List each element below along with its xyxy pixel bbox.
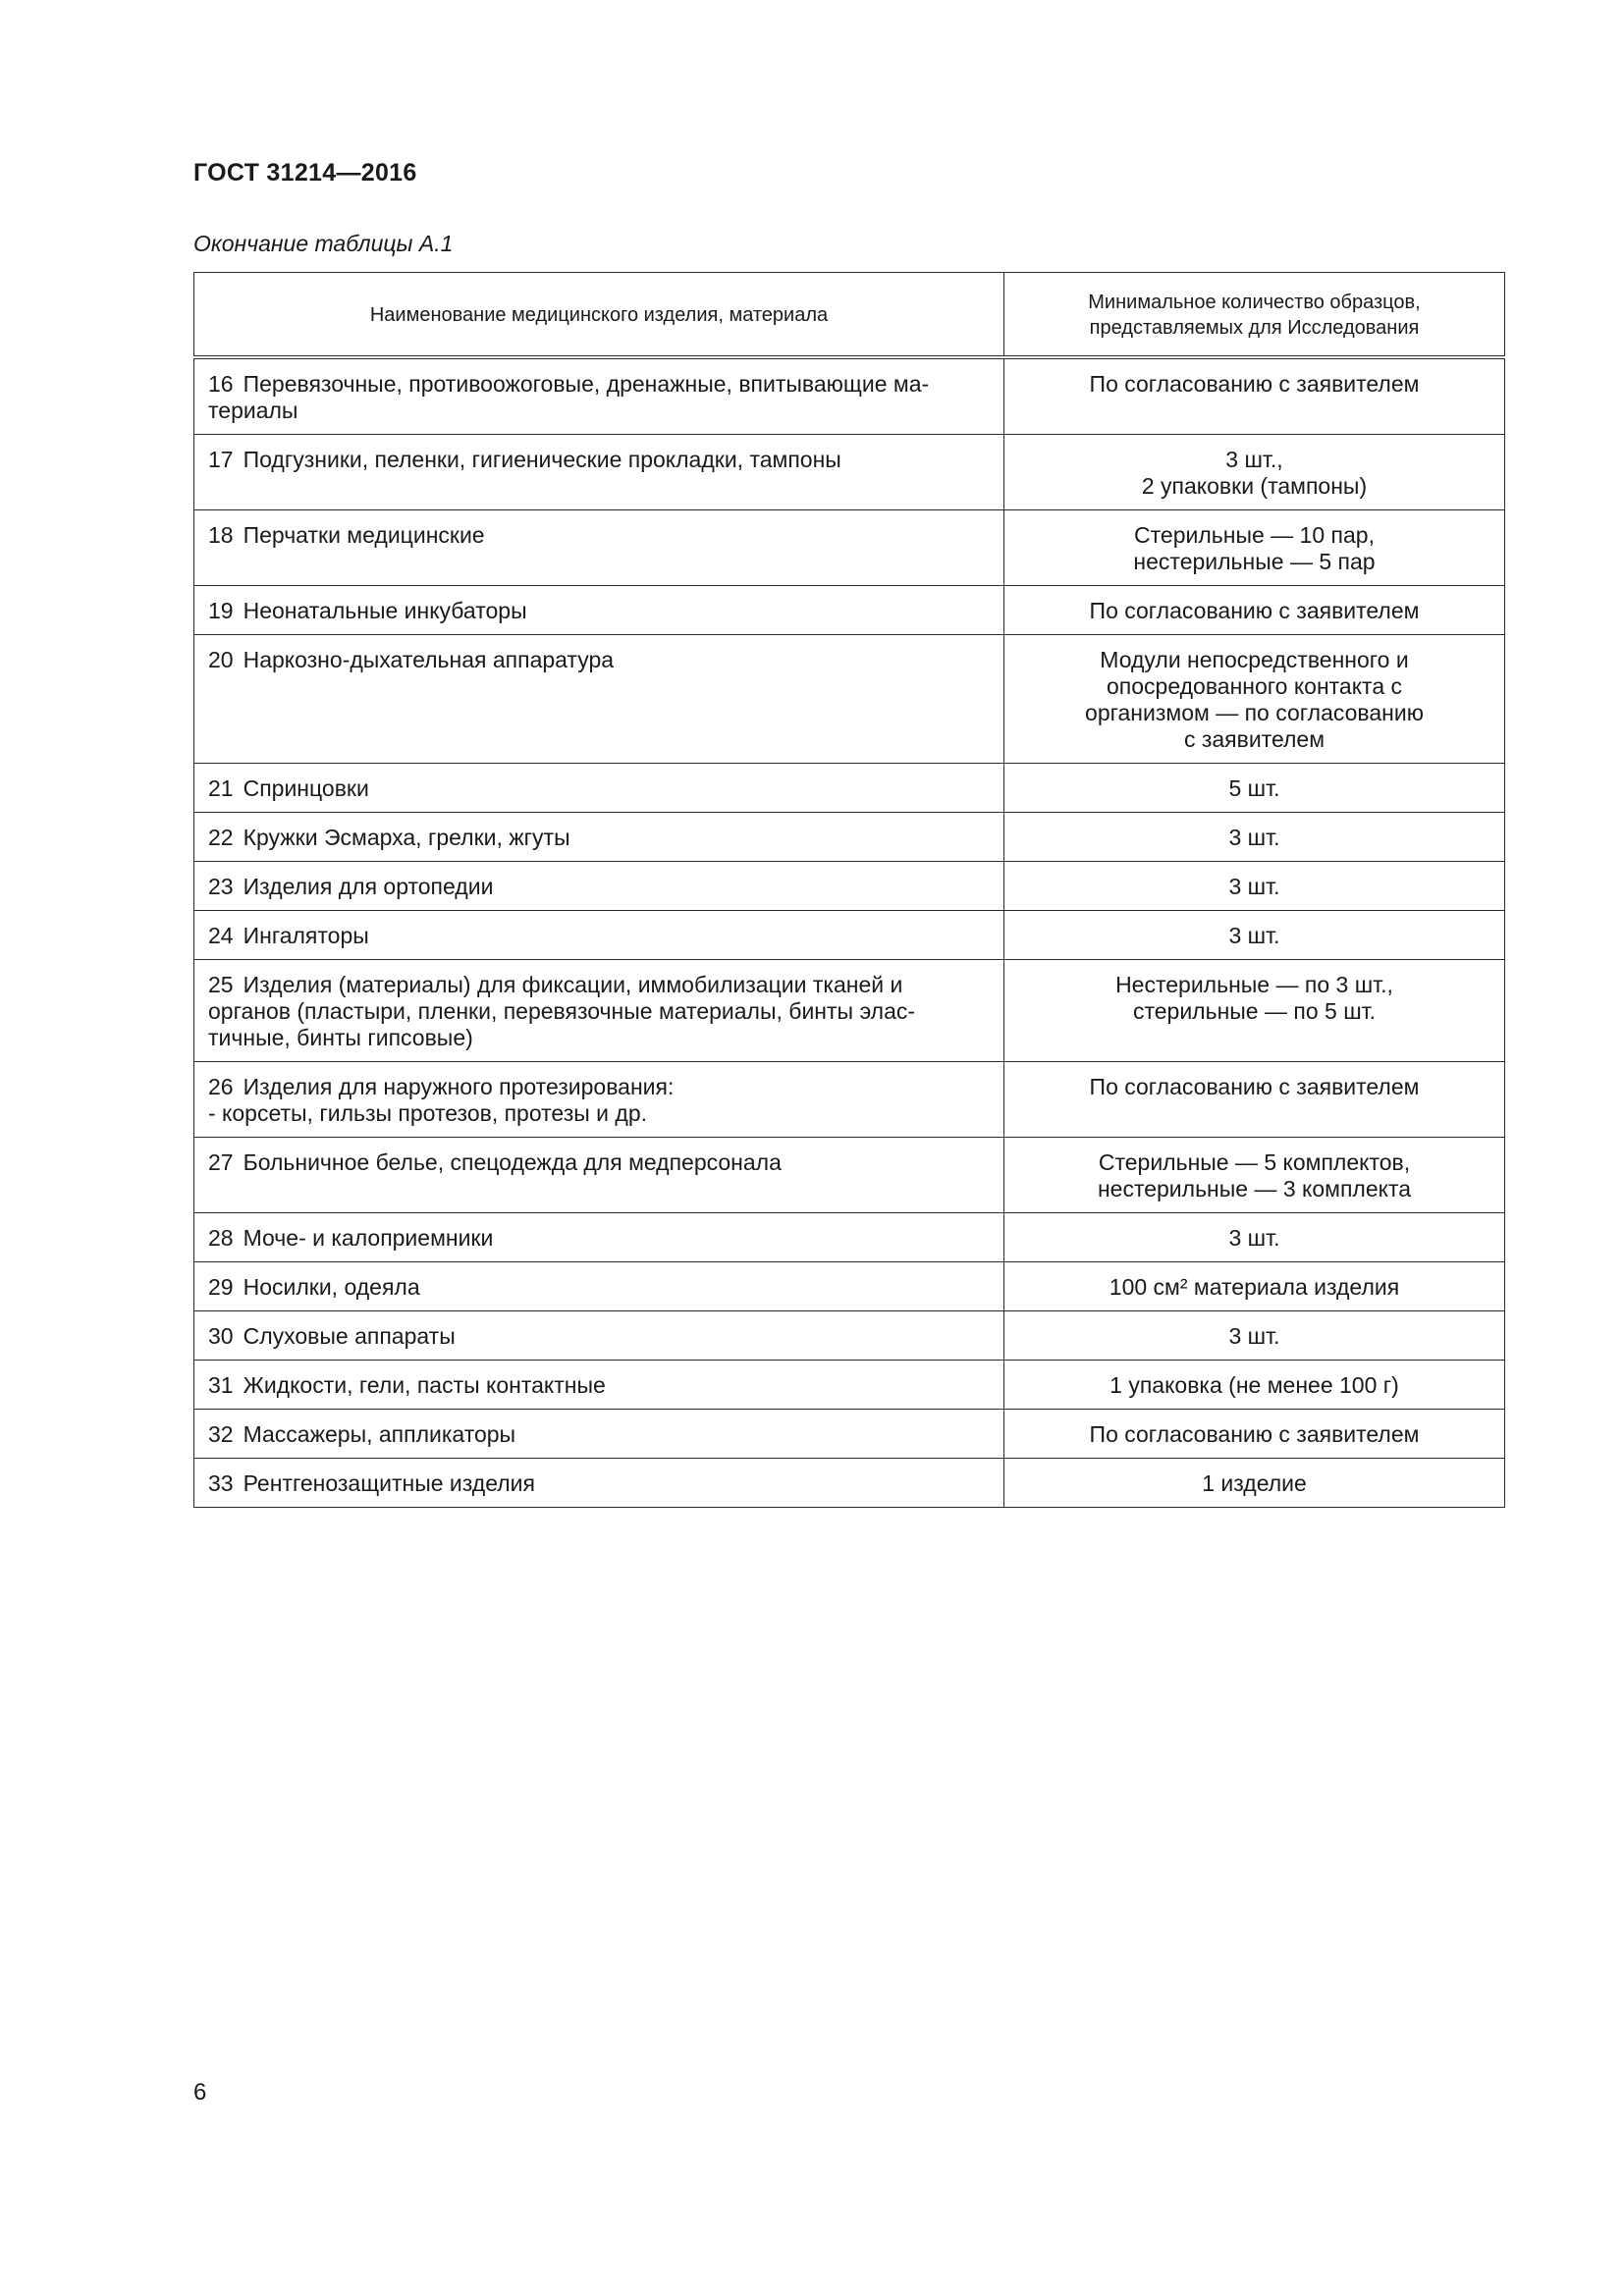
item-name-cell xyxy=(194,1311,1004,1361)
item-quantity-line: организмом — по согласованию xyxy=(1085,700,1424,725)
table-row xyxy=(194,357,1505,435)
item-quantity-cell xyxy=(1004,635,1505,764)
table-row xyxy=(194,764,1505,813)
item-quantity-line: нестерильные — 5 пар xyxy=(1133,549,1376,574)
item-name-cell xyxy=(194,960,1004,1062)
item-name-line: - корсеты, гильзы протезов, протезы и др. xyxy=(208,1100,648,1126)
item-quantity-cell xyxy=(1004,1062,1505,1138)
item-name-line: Рентгенозащитные изделия xyxy=(243,1470,535,1496)
item-quantity-cell xyxy=(1004,960,1505,1062)
item-quantity-line: стерильные — по 5 шт. xyxy=(1132,998,1377,1024)
item-number: 22 xyxy=(208,825,234,850)
item-quantity-line: Модули непосредственного и xyxy=(1100,647,1409,672)
item-number: 29 xyxy=(208,1274,234,1300)
item-quantity-line: По согласованию с заявителем xyxy=(1089,598,1420,623)
table-row xyxy=(194,862,1505,911)
item-quantity-line: 3 шт. xyxy=(1228,923,1280,948)
item-quantity-line: 3 шт., xyxy=(1225,447,1283,472)
table-row xyxy=(194,1311,1505,1361)
table-row xyxy=(194,1138,1505,1213)
item-quantity-line: Стерильные — 5 комплектов, xyxy=(1098,1149,1411,1175)
item-quantity-cell xyxy=(1004,813,1505,862)
item-name-cell xyxy=(194,862,1004,911)
item-quantity-line: 3 шт. xyxy=(1228,1323,1280,1349)
table-header-row xyxy=(194,273,1505,358)
item-number: 23 xyxy=(208,874,234,899)
table-row xyxy=(194,586,1505,635)
item-number: 31 xyxy=(208,1372,234,1398)
item-name-cell xyxy=(194,586,1004,635)
item-quantity-line: Стерильные — 10 пар, xyxy=(1134,522,1375,548)
item-quantity-line: с заявителем xyxy=(1183,726,1325,752)
column-header-name: Наименование медицинского изделия, материала xyxy=(194,273,1004,358)
table-row xyxy=(194,1213,1505,1262)
item-name-line: Изделия для ортопедии xyxy=(243,874,494,899)
item-number: 32 xyxy=(208,1421,234,1447)
item-name-cell xyxy=(194,1213,1004,1262)
item-name-line: Массажеры, аппликаторы xyxy=(243,1421,516,1447)
item-number: 17 xyxy=(208,447,234,472)
item-name-line: тичные, бинты гипсовые) xyxy=(208,1025,473,1050)
item-quantity-cell xyxy=(1004,357,1505,435)
item-quantity-line: 1 упаковка (не менее 100 г) xyxy=(1109,1372,1399,1398)
item-number: 30 xyxy=(208,1323,234,1349)
item-name-line: органов (пластыри, пленки, перевязочные материалы, бинты элас- xyxy=(208,998,916,1024)
item-quantity-line: 3 шт. xyxy=(1228,825,1280,850)
item-name-cell xyxy=(194,911,1004,960)
item-name-line: Больничное белье, спецодежда для медперсонала xyxy=(243,1149,782,1175)
item-name-line: Носилки, одеяла xyxy=(243,1274,420,1300)
item-quantity-line: По согласованию с заявителем xyxy=(1089,1421,1420,1447)
item-quantity-line: 5 шт. xyxy=(1228,775,1280,801)
item-name-line: Перчатки медицинские xyxy=(243,522,485,548)
item-number: 16 xyxy=(208,371,234,397)
item-name-line: Спринцовки xyxy=(243,775,369,801)
table-row xyxy=(194,635,1505,764)
item-quantity-line: 3 шт. xyxy=(1228,874,1280,899)
item-quantity-cell xyxy=(1004,911,1505,960)
item-quantity-line: Нестерильные — по 3 шт., xyxy=(1115,972,1393,997)
item-number: 27 xyxy=(208,1149,234,1175)
item-name-line: Неонатальные инкубаторы xyxy=(243,598,527,623)
table-row xyxy=(194,813,1505,862)
item-name-line: териалы xyxy=(208,398,298,423)
item-quantity-line: По согласованию с заявителем xyxy=(1089,371,1420,397)
item-quantity-line: 1 изделие xyxy=(1202,1470,1307,1496)
item-quantity-cell xyxy=(1004,586,1505,635)
item-name-line: Подгузники, пеленки, гигиенические прокладки, тампоны xyxy=(243,447,841,472)
item-number: 25 xyxy=(208,972,234,997)
item-name-cell xyxy=(194,1062,1004,1138)
item-name-cell xyxy=(194,1138,1004,1213)
item-quantity-cell xyxy=(1004,862,1505,911)
item-name-line: Ингаляторы xyxy=(243,923,369,948)
item-quantity-cell xyxy=(1004,1311,1505,1361)
item-quantity-cell xyxy=(1004,1459,1505,1508)
item-name-line: Слуховые аппараты xyxy=(243,1323,456,1349)
item-name-cell xyxy=(194,635,1004,764)
item-quantity-line: нестерильные — 3 комплекта xyxy=(1097,1176,1412,1201)
item-name-cell xyxy=(194,1410,1004,1459)
item-name-cell xyxy=(194,813,1004,862)
table-row xyxy=(194,1410,1505,1459)
item-quantity-line: По согласованию с заявителем xyxy=(1089,1074,1420,1099)
table-row xyxy=(194,435,1505,510)
item-quantity-cell xyxy=(1004,764,1505,813)
item-name-cell xyxy=(194,1459,1004,1508)
item-number: 18 xyxy=(208,522,234,548)
table-caption: Окончание таблицы А.1 xyxy=(193,231,454,256)
item-quantity-line: 3 шт. xyxy=(1228,1225,1280,1251)
item-name-cell xyxy=(194,764,1004,813)
document-standard-header: ГОСТ 31214—2016 xyxy=(193,159,417,187)
table-row xyxy=(194,510,1505,586)
item-quantity-cell xyxy=(1004,1138,1505,1213)
item-name-line: Изделия для наружного протезирования: xyxy=(243,1074,675,1099)
table-row xyxy=(194,1459,1505,1508)
item-quantity-cell xyxy=(1004,1361,1505,1410)
item-name-cell xyxy=(194,510,1004,586)
item-number: 33 xyxy=(208,1470,234,1496)
item-name-line: Перевязочные, противоожоговые, дренажные, впитывающие ма- xyxy=(243,371,930,397)
item-quantity-cell xyxy=(1004,435,1505,510)
item-name-line: Моче- и калоприемники xyxy=(243,1225,494,1251)
item-name-cell xyxy=(194,1262,1004,1311)
column-header-quantity: Минимальное количество образцов, представляемых для Исследования xyxy=(1004,273,1505,358)
item-name-line: Жидкости, гели, пасты контактные xyxy=(243,1372,606,1398)
page-number: 6 xyxy=(193,2079,207,2106)
item-quantity-cell xyxy=(1004,510,1505,586)
item-quantity-cell xyxy=(1004,1213,1505,1262)
item-quantity-line: опосредованного контакта с xyxy=(1107,673,1402,699)
item-quantity-line: 2 упаковки (тампоны) xyxy=(1141,473,1368,499)
item-number: 19 xyxy=(208,598,234,623)
item-quantity-cell xyxy=(1004,1410,1505,1459)
item-name-line: Кружки Эсмарха, грелки, жгуты xyxy=(243,825,570,850)
item-name-line: Наркозно-дыхательная аппаратура xyxy=(243,647,615,672)
item-number: 26 xyxy=(208,1074,234,1099)
item-number: 28 xyxy=(208,1225,234,1251)
item-name-cell xyxy=(194,435,1004,510)
item-quantity-line: 100 см² материала изделия xyxy=(1109,1274,1400,1300)
table-row xyxy=(194,1062,1505,1138)
table-row xyxy=(194,960,1505,1062)
table-row xyxy=(194,1361,1505,1410)
item-quantity-cell xyxy=(1004,1262,1505,1311)
table-row xyxy=(194,1262,1505,1311)
table-body xyxy=(194,357,1505,1508)
item-name-cell xyxy=(194,357,1004,435)
item-name-cell xyxy=(194,1361,1004,1410)
samples-table xyxy=(193,272,1505,1508)
item-number: 21 xyxy=(208,775,234,801)
table-row xyxy=(194,911,1505,960)
item-name-line: Изделия (материалы) для фиксации, иммобилизации тканей и xyxy=(243,972,903,997)
item-number: 24 xyxy=(208,923,234,948)
item-number: 20 xyxy=(208,647,234,672)
